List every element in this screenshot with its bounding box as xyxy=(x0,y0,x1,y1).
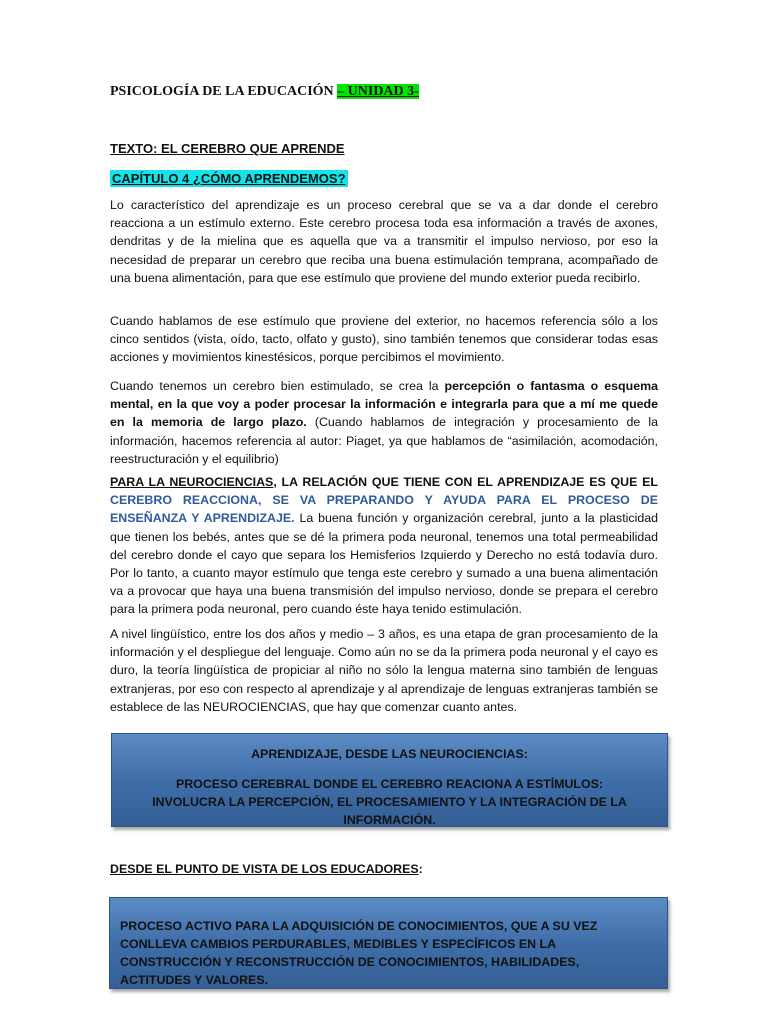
educators-title xyxy=(110,862,423,876)
educators-box-body: PROCESO ACTIVO PARA LA ADQUISICIÓN DE CONOCIMIENTOS, QUE A SU VEZ CONLLEVA CAMBIOS PERDURABLES, MEDIBLES Y ESPECÍFICOS EN LA CONSTRUCCIÓN Y RECONSTRUCCIÓN DE CONOCIMIENTOS, HABILIDADES, ACTITUDES Y VALORES. xyxy=(120,919,598,987)
neuroscience-definition-box xyxy=(111,733,668,827)
paragraph-4-bold: , LA RELACIÓN QUE TIENE CON EL APRENDIZAJE ES QUE EL xyxy=(273,475,658,489)
text-title: TEXTO: EL CEREBRO QUE APRENDE xyxy=(110,141,345,156)
paragraph-4-rest: La buena función y organización cerebral, junto a la plasticidad que tienen los bebés, antes que se dé la primera poda neuronal, tenemos una total permeabilidad del cerebro donde el cayo que separa los Hemisferios Izquierdo y Derecho no está todavía duro. Por lo tanto, a cuanto mayor estímulo que tenga este cerebro y sumado a una buena alimentación va a provocar que haya una buena transmisión del impulso nervioso, donde se prepara el cerebro para la primera poda neuronal, pero cuando éste haya tenido estimulación. xyxy=(110,511,659,617)
educators-title-colon: : xyxy=(418,862,423,876)
neuroscience-box-heading: APRENDIZAJE, DESDE LAS NEUROCIENCIAS: xyxy=(251,747,528,761)
neuroscience-box-body: PROCESO CEREBRAL DONDE EL CEREBRO REACIONA A ESTÍMULOS: INVOLUCRA LA PERCEPCIÓN, EL PROCESAMIENTO Y LA INTEGRACIÓN DE LA INFORMACIÓN. xyxy=(152,777,627,827)
paragraph-3-bold: percepción o fantasma o esquema mental, en la que voy a poder procesar la información e integrarla para que a mí me quede en la memoria de largo plazo. xyxy=(110,379,658,430)
paragraph-2: Cuando hablamos de ese estímulo que proviene del exterior, no hacemos referencia sólo a los cinco sentidos (vista, oído, tacto, olfato y gusto), sino también tenemos que considerar todas esas acciones y movimientos kinestésicos, porque percibimos el movimiento. xyxy=(110,314,658,365)
paragraph-3 xyxy=(110,377,658,468)
educators-definition-box xyxy=(109,897,668,989)
paragraph-3-intro: Cuando tenemos un cerebro bien estimulado, se crea la xyxy=(110,379,445,393)
paragraph-4 xyxy=(110,473,658,619)
paragraph-5: A nivel lingüístico, entre los dos años y medio – 3 años, es una etapa de gran procesamiento de la información y el despliegue del lenguaje. Como aún no se da la primera poda neuronal y el cayo es duro, la teoría lingüística de propiciar al niño no sólo la lengua materna sino también de lenguas extranjeras, por eso con respecto al aprendizaje y al aprendizaje de lenguas extranjeras también se establece de las NEUROCIENCIAS, que hay que comenzar cuanto antes. xyxy=(110,627,658,714)
paragraph-4-heading: PARA LA NEUROCIENCIAS xyxy=(110,475,274,489)
document-header xyxy=(110,84,419,100)
paragraph-4-blue: CEREBRO REACCIONA, SE VA PREPARANDO Y AYUDA PARA EL PROCESO DE ENSEÑANZA Y APRENDIZAJE. xyxy=(110,493,658,526)
paragraph-3-rest: (Cuando hablamos de integración y procesamiento de la información, hacemos referencia al autor: Piaget, ya que hablamos de “asimilación, acomodación, reestructuración y el equilibrio) xyxy=(110,415,658,466)
educators-title-text: DESDE EL PUNTO DE VISTA DE LOS EDUCADORES xyxy=(110,862,419,876)
paragraph-1: Lo característico del aprendizaje es un proceso cerebral que se va a dar donde el cerebro reacciona a un estímulo externo. Este cerebro procesa toda esa información a través de axones, dendritas y de la mielina que es aquella que va a transmitir el impulso nervioso, por eso la necesidad de preparar un cerebro que reciba una buena estimulación temprana, acompañado de una buena alimentación, para que ese estímulo que proviene del mundo exterior pueda recibirlo. xyxy=(110,198,658,285)
course-title: PSICOLOGÍA DE LA EDUCACIÓN xyxy=(110,84,338,99)
chapter-title: CAPÍTULO 4 ¿CÓMO APRENDEMOS? xyxy=(112,171,346,186)
unit-label: – UNIDAD 3- xyxy=(337,84,419,99)
